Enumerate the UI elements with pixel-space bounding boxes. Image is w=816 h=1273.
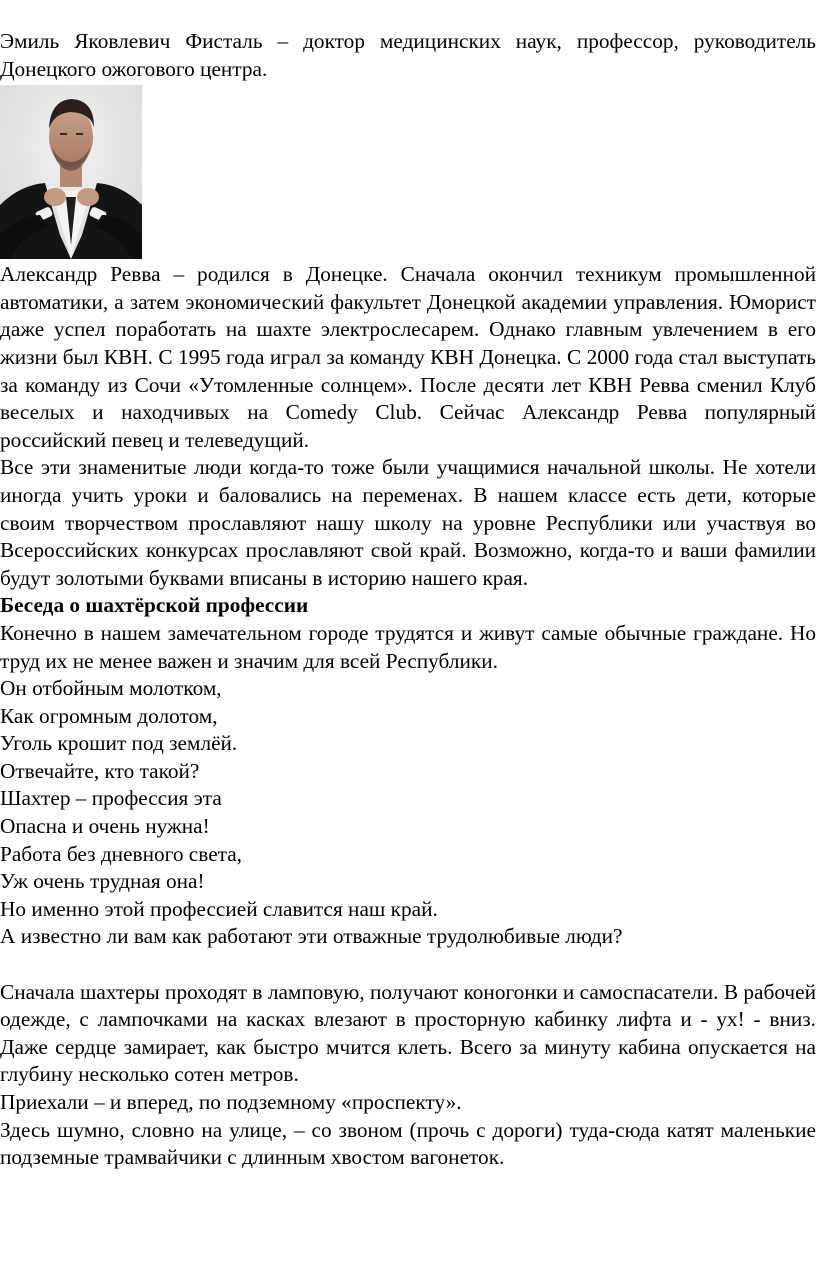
- poem-line: Опасна и очень нужна!: [0, 814, 210, 839]
- section-heading: Беседа о шахтёрской профессии: [0, 593, 309, 618]
- poem-line: Уж очень трудная она!: [0, 869, 205, 894]
- portrait-photo: [0, 85, 142, 259]
- descent-paragraph: Сначала шахтеры проходят в ламповую, получают коногонки и самоспасатели. В рабочей одежде, с лампочками на касках влезают в просторную кабинку лифта и - ух! - вниз. Даже сердце замирает, как быстро мчится клеть. Всего за минуту кабина опускается на глубину несколько сотен метров.: [0, 979, 816, 1087]
- famous-people-paragraph: Все эти знаменитые люди когда-то тоже были учащимися начальной школы. Не хотели иногда учить уроки и баловались на переменах. В нашем классе есть дети, которые своим творчеством прославляют нашу школу на уровне Республики или участвуя во Всероссийских конкурсах прославляют свой край. Возможно, когда-то и ваши фамилии будут золотыми буквами вписаны в историю нашего края.: [0, 455, 816, 590]
- arrived-paragraph: Приехали – и вперед, по подземному «проспекту».: [0, 1090, 462, 1114]
- poem-line: Работа без дневного света,: [0, 841, 242, 866]
- poem-line: Он отбойным молотком,: [0, 676, 222, 701]
- poem-line: Как огромным долотом,: [0, 703, 218, 728]
- document-page: [0, 28, 816, 1172]
- poem-line: Шахтер – профессия эта: [0, 786, 222, 811]
- poem-line: Но именно этой профессией славится наш край.: [0, 896, 438, 921]
- poem-line: Отвечайте, кто такой?: [0, 758, 200, 783]
- question-line: А известно ли вам как работают эти отважные трудолюбивые люди?: [0, 924, 623, 949]
- blank-line: [0, 951, 816, 979]
- intro-paragraph: Эмиль Яковлевич Фисталь – доктор медицинских наук, профессор, руководитель Донецкого ожогового центра.: [0, 29, 816, 81]
- poem-line: Уголь крошит под землёй.: [0, 731, 238, 756]
- noise-paragraph: Здесь шумно, словно на улице, – со звоном (прочь с дороги) туда-сюда катят маленькие подземные трамвайчики с длинным хвостом вагонеток.: [0, 1117, 816, 1170]
- revva-paragraph: Александр Ревва – родился в Донецке. Сначала окончил техникум промышленной автоматики, а затем экономический факультет Донецкой академии управления. Юморист даже успел поработать на шахте электрослесарем. Однако главным увлечением в его жизни был КВН. С 1995 года играл за команду КВН Донецка. С 2000 года стал выступать за команду из Сочи «Утомленные солнцем». После десяти лет КВН Ревва сменил Клуб веселых и находчивых на Comedy Club. Сейчас Александр Ревва популярный российский певец и телеведущий.: [0, 262, 816, 452]
- citizens-paragraph: Конечно в нашем замечательном городе трудятся и живут самые обычные граждане. Но труд их не менее важен и значим для всей Республики.: [0, 620, 816, 673]
